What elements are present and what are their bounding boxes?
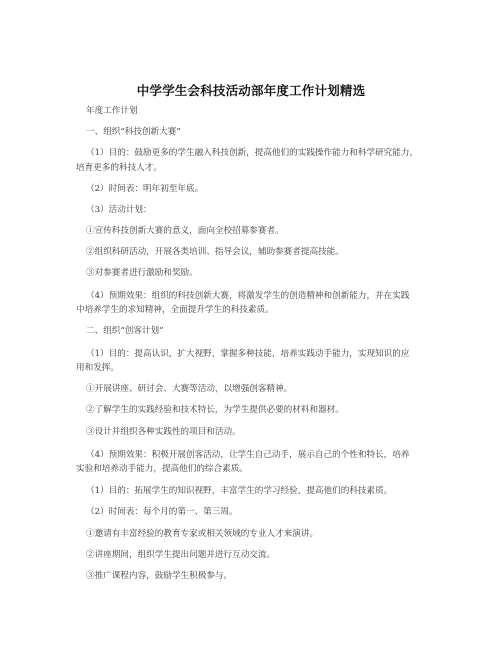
paragraph-line: （2）时间表：每个月的第一、第三周。 (86, 507, 238, 517)
paragraph-line: 实验和培养动手能力，提高他们的综合素质。 (76, 464, 248, 474)
paragraph-line: 中培养学生的求知精神，全面提升学生的科技素质。 (76, 305, 274, 315)
document-title: 中学学生会科技活动部年度工作计划精选 (136, 83, 366, 98)
paragraph-line: （2）时间表：明年初至年底。 (86, 184, 204, 194)
section-heading: 一、组织“科技创新大赛” (86, 127, 181, 137)
list-item: ②组织科研活动，开展各类培训、指导会议，辅助参赛者提高技能。 (86, 247, 344, 257)
paragraph-line: （3）活动计划： (86, 205, 152, 215)
list-item: ①开展讲座、研讨会、大赛等活动，以增强创客精神。 (86, 384, 293, 394)
list-item: ③推广课程内容，鼓励学生积极参与。 (86, 571, 233, 581)
paragraph-line: （1）目的：拓展学生的知识视野，丰富学生的学习经验，提高他们的科技素质。 (86, 486, 393, 496)
paragraph-line: 用和发挥。 (76, 363, 119, 373)
section-heading: 年度工作计划 (86, 106, 138, 116)
list-item: ①宣传科技创新大赛的意义，面向全校招募参赛者。 (86, 226, 284, 236)
list-item: ①邀请有丰富经验的教育专家或相关领域的专业人才来演讲。 (86, 529, 319, 539)
paragraph-line: （4）预期效果：积极开展创客活动，让学生自己动手，展示自己的个性和特长，培养 (86, 450, 410, 460)
list-item: ③对参赛者进行激励和奖励。 (86, 268, 198, 278)
list-item: ②了解学生的实践经验和技术特长，为学生提供必要的材料和器材。 (86, 405, 344, 415)
paragraph-line: （1）目的：鼓励更多的学生融入科技创新，提高他们的实践操作能力和科学研究能力， (86, 148, 419, 158)
paragraph-line: （1）目的：提高认识，扩大视野，掌握多种技能，培养实践动手能力，实现知识的应 (86, 349, 410, 359)
list-item: ②讲座期间，组织学生提出问题并进行互动交流。 (86, 550, 276, 560)
paragraph-line: （4）预期效果：组织的科技创新大赛，将激发学生的创造精神和创新能力，并在实践 (86, 291, 410, 301)
list-item: ③设计并组织各种实践性的项目和活动。 (86, 427, 241, 437)
paragraph-line: 培育更多的科技人才。 (76, 163, 162, 173)
section-heading: 二、组织“创客计划” (86, 326, 164, 336)
